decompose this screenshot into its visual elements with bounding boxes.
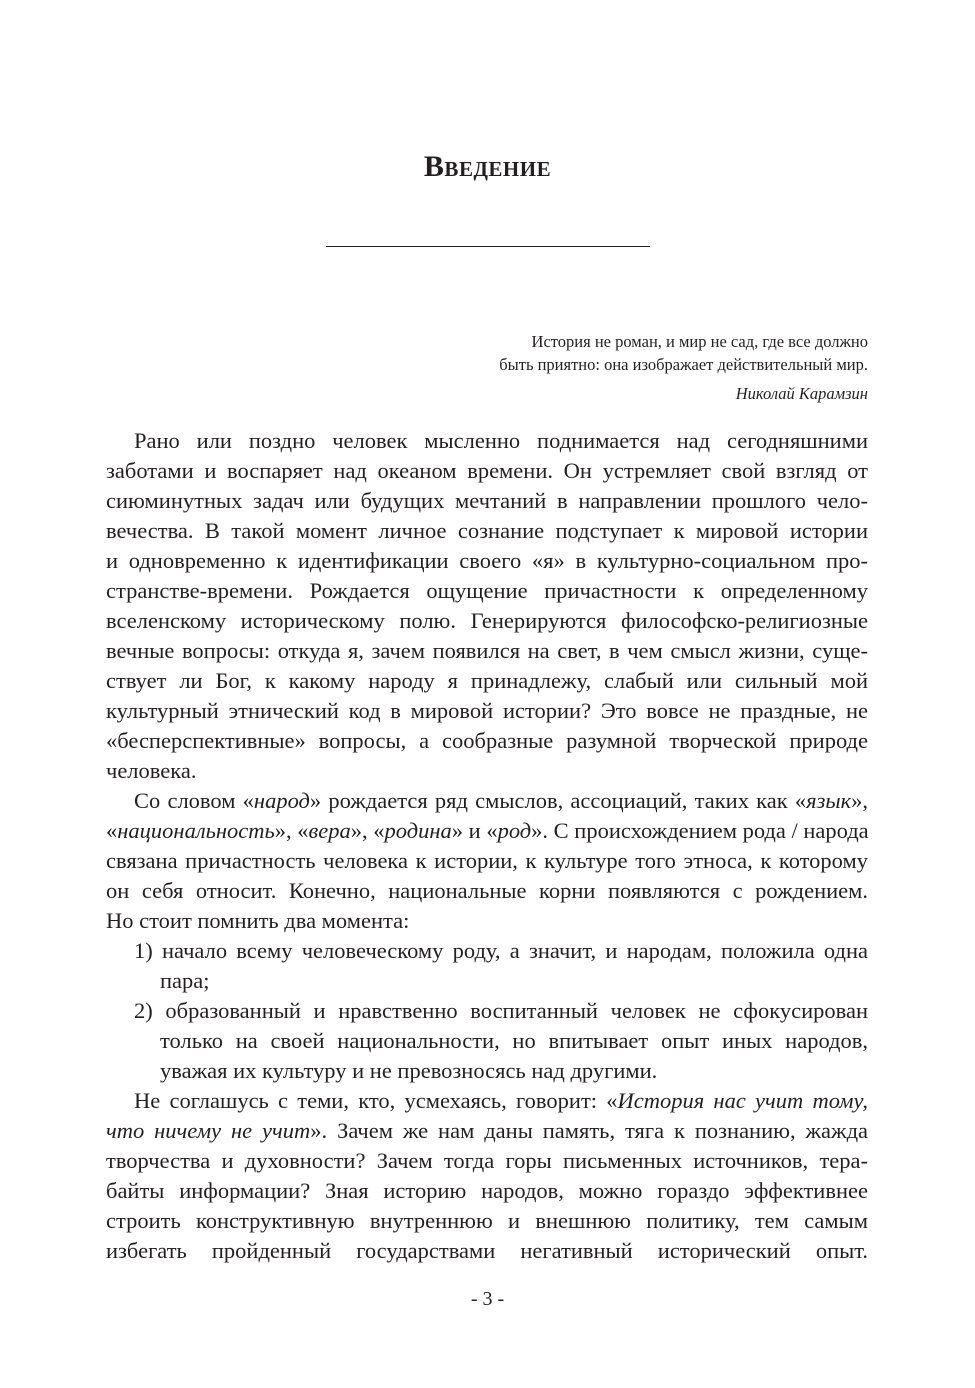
text-segment: творчества и духовности? Зачем тогда горы письменных источников, тера-	[106, 1148, 868, 1173]
text-segment: », «	[274, 818, 309, 843]
italic-text: род	[497, 818, 532, 843]
epigraph-line: История не роман, и мир не сад, где все должно	[531, 332, 868, 351]
text-line	[106, 456, 868, 486]
text-line	[106, 1206, 868, 1236]
text-segment: заботами и воспаряет над океаном времени. Он устремляет свой взгляд от	[106, 458, 868, 483]
italic-text: родина	[384, 818, 452, 843]
chapter-title: Введение	[423, 150, 552, 183]
text-segment: связана причастность человека к истории, к культуре того этноса, к которому	[106, 848, 868, 873]
text-line	[106, 876, 868, 906]
text-line	[106, 756, 868, 786]
text-line	[106, 1176, 868, 1206]
text-segment: ствует ли Бог, к какому народу я принадлежу, слабый или сильный мой	[106, 668, 868, 693]
text-line	[106, 696, 868, 726]
italic-text: что ничему не учит	[106, 1118, 311, 1143]
text-segment: Рано или поздно человек мысленно поднимается над сегодняшними	[134, 428, 868, 453]
page-number: - 3 -	[470, 1288, 505, 1310]
text-line	[106, 576, 868, 606]
text-segment: сиюминутных задач или будущих мечтаний в направлении прошлого чело-	[106, 488, 868, 513]
title-divider	[326, 246, 650, 247]
text-segment: Не соглашусь с теми, кто, усмехаясь, говорит: «	[134, 1088, 618, 1113]
text-line	[134, 1086, 868, 1116]
text-segment: вселенскому историческому полю. Генерируются философско-религиозные	[106, 608, 868, 633]
text-segment: уважая их культуру и не превозносясь над другими.	[160, 1058, 658, 1083]
text-line	[106, 1146, 868, 1176]
italic-text: вера	[308, 818, 351, 843]
text-segment: он себя относит. Конечно, национальные корни появляются с рождением.	[106, 878, 868, 903]
text-segment: 2) образованный и нравственно воспитанный человек не сфокусирован	[134, 998, 868, 1023]
epigraph-line: быть приятно: она изображает действительный мир.	[499, 355, 868, 374]
text-segment: », «	[350, 818, 385, 843]
text-segment: Но стоит помнить два момента:	[106, 908, 410, 933]
text-line	[160, 1056, 868, 1086]
text-segment: «	[106, 818, 118, 843]
text-segment: ». Зачем же нам даны память, тяга к познанию, жажда	[310, 1118, 868, 1143]
text-segment: строить конструктивную внутреннюю и внешнюю политику, тем самым	[106, 1208, 868, 1233]
text-segment: и одновременно к идентификации своего «я» в культурно-социальном про-	[106, 548, 868, 573]
text-segment: культурный этнический код в мировой истории? Это вовсе не праздные, не	[106, 698, 868, 723]
text-line	[134, 426, 868, 456]
text-segment: избегать пройденный государствами негативный исторический опыт.	[106, 1238, 868, 1263]
text-segment: 1) начало всему человеческому роду, а значит, и народам, положила одна	[134, 938, 868, 963]
text-line	[106, 546, 868, 576]
text-segment: байты информации? Зная историю народов, можно гораздо эффективнее	[106, 1178, 868, 1203]
text-segment: »,	[851, 788, 868, 813]
text-line	[106, 1116, 868, 1146]
text-segment: странстве-времени. Рождается ощущение причастности к определенному	[106, 578, 868, 603]
epigraph-author: Николай Карамзин	[735, 384, 868, 403]
text-segment: пара;	[160, 968, 210, 993]
text-line	[106, 516, 868, 546]
text-line	[106, 666, 868, 696]
italic-text: История нас учит тому,	[617, 1088, 868, 1113]
text-segment: вечества. В такой момент личное сознание подступает к мировой истории	[106, 518, 868, 543]
text-segment: только на своей национальности, но впитывает опыт иных народов,	[160, 1028, 868, 1053]
text-line	[106, 846, 868, 876]
italic-text: национальность	[117, 818, 275, 843]
text-line	[134, 786, 868, 816]
text-segment: «бесперспективные» вопросы, а сообразные разумной творческой природе	[106, 728, 868, 753]
text-line	[106, 636, 868, 666]
text-line	[106, 1236, 868, 1266]
italic-text: народ	[253, 788, 310, 813]
text-line	[160, 966, 868, 996]
text-segment: человека.	[106, 758, 197, 783]
text-line	[106, 906, 868, 936]
text-segment: » рождается ряд смыслов, ассоциаций, таких как «	[309, 788, 807, 813]
text-segment: вечные вопросы: откуда я, зачем появился на свет, в чем смысл жизни, суще-	[106, 638, 868, 663]
italic-text: язык	[806, 788, 852, 813]
text-segment: ». С происхождением рода / народа	[531, 818, 869, 843]
text-line	[160, 1026, 868, 1056]
text-line	[134, 936, 868, 966]
text-segment: » и «	[451, 818, 498, 843]
text-line	[106, 486, 868, 516]
text-line	[134, 996, 868, 1026]
text-line	[106, 606, 868, 636]
text-line	[106, 726, 868, 756]
text-segment: Со словом «	[134, 788, 254, 813]
text-line	[106, 816, 868, 846]
